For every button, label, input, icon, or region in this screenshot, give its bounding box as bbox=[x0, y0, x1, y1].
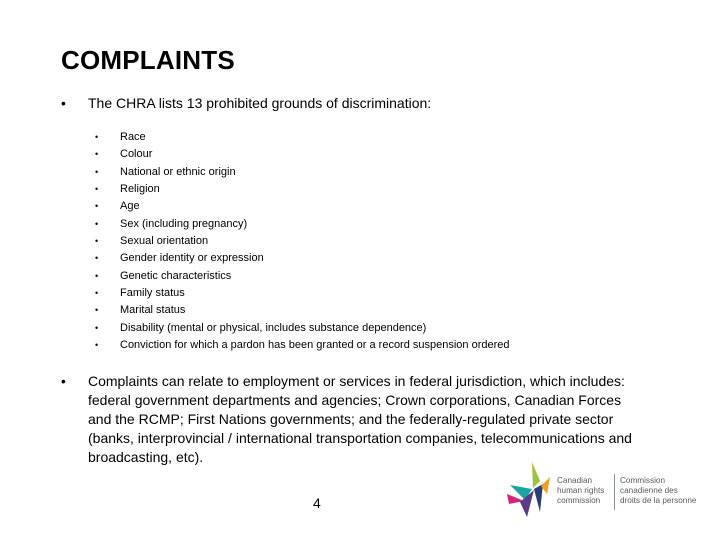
bullet-glyph: • bbox=[95, 287, 99, 298]
chrc-maple-leaf-icon bbox=[505, 462, 555, 522]
bullet-glyph: • bbox=[95, 201, 99, 212]
logo-divider bbox=[614, 474, 615, 510]
bullet-glyph: • bbox=[95, 218, 99, 229]
ground-label: Colour bbox=[120, 148, 153, 161]
bullet-glyph: • bbox=[95, 183, 99, 194]
bullet-glyph: • bbox=[95, 305, 99, 316]
ground-label: Race bbox=[120, 131, 146, 143]
bullet-glyph: • bbox=[61, 373, 66, 389]
bullet-glyph: • bbox=[95, 132, 99, 142]
bullet-glyph: • bbox=[95, 270, 99, 281]
logo-shard-navy bbox=[534, 484, 543, 512]
logo-en-line: human rights bbox=[557, 486, 605, 495]
ground-label: Gender identity or expression bbox=[120, 252, 264, 265]
logo-shard-green bbox=[532, 462, 540, 488]
page-number: 4 bbox=[313, 495, 321, 511]
ground-label: Sexual orientation bbox=[120, 234, 209, 247]
ground-label: National or ethnic origin bbox=[120, 165, 236, 178]
ground-label: Religion bbox=[120, 182, 160, 195]
ground-label: Sex (including pregnancy) bbox=[120, 217, 248, 230]
bullet-glyph: • bbox=[95, 235, 99, 246]
bullet-glyph: • bbox=[95, 149, 99, 160]
slide-title: COMPLAINTS bbox=[61, 45, 235, 75]
intro-text: The CHRA lists 13 prohibited grounds of discrimination: bbox=[88, 95, 432, 111]
logo-en-line: Canadian bbox=[557, 476, 593, 485]
bullet-glyph: • bbox=[95, 339, 99, 350]
logo-text-french bbox=[620, 476, 715, 506]
logo-text-english bbox=[557, 476, 617, 506]
chrc-logo bbox=[505, 462, 715, 522]
logo-fr-line: Commission bbox=[620, 476, 666, 485]
ground-label: Age bbox=[120, 200, 140, 213]
logo-fr-line: droits de la personne bbox=[620, 496, 697, 505]
logo-fr-line: canadienne des bbox=[620, 486, 678, 495]
ground-label: Marital status bbox=[120, 304, 186, 317]
bullet-glyph: • bbox=[95, 322, 99, 333]
complaints-text: Complaints can relate to employment or services in federal jurisdiction, which includes: federal government departments and agencies; Crown corporations, Canadian Forces and the RCMP; First Nations governments; and the federally-regulated private sector (banks, interprovincial / international transportation companies, telecommunications and broadcasting, etc). bbox=[88, 373, 632, 465]
ground-label: Conviction for which a pardon has been granted or a record suspension ordered bbox=[120, 338, 510, 351]
bullet-glyph: • bbox=[95, 253, 99, 264]
logo-shard-orange bbox=[541, 477, 550, 494]
ground-label: Family status bbox=[120, 286, 185, 299]
ground-label: Disability (mental or physical, includes substance dependence) bbox=[120, 321, 427, 334]
bullet-glyph: • bbox=[61, 95, 66, 111]
ground-label: Genetic characteristics bbox=[120, 269, 232, 282]
logo-en-line: commission bbox=[557, 496, 601, 505]
bullet-glyph: • bbox=[95, 166, 99, 177]
